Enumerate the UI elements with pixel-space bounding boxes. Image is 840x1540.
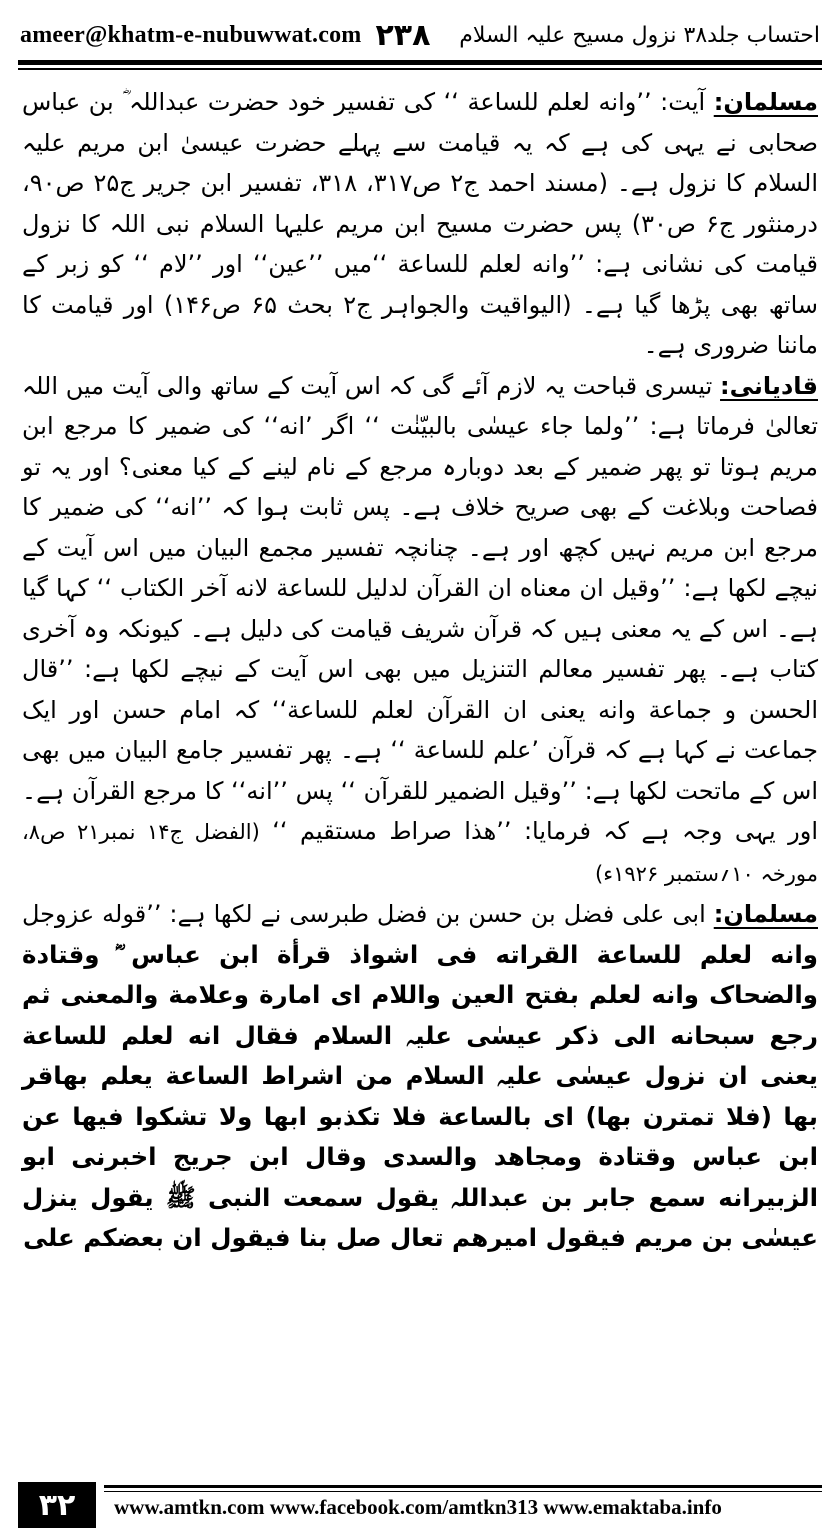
speaker-label: مسلمان: [713,88,818,116]
arabic-quotation: وانه لعلم للساعة القراته فی اشواذ قرأة ابن عباس ؓ وقتادة والضحاک وانه لعلم بفتح العین واللام ای امارة وعلامة والمعنی ثم رجع سبحانه الی ذکر عیسٰی علیہ السلام فقال انه لعلم للساعة یعنی ان نزول عیسٰی علیہ السلام من اشراط الساعة یعلم بهاقر بها (فلا تمترن بها) ای بالساعة فلا تکذبو ابها ولا تشکوا فیها عن ابن عباس وقتادة ومجاهد والسدی وقال ابن جریج اخبرنی ابو الزبیرانه سمع جابر بن عبداللہ یقول سمعت النبی ﷺ یقول ینزل عیسٰی بن مریم فیقول امیرهم تعال صل بنا فیقول ان بعضکم علی [22,939,818,1252]
speaker-label: مسلمان: [713,900,818,928]
header-email[interactable]: ameer@khatm-e-nubuwwat.com [20,21,362,48]
footer-page-number: ۳۲ [18,1482,96,1528]
header-title: احتساب جلد۳۸ نزول مسیح علیہ السلام [459,22,820,48]
paragraph-muslim-1 [22,82,818,366]
footer-urls[interactable]: www.amtkn.com www.facebook.com/amtkn313 www.emaktaba.info [114,1495,722,1519]
body-text [22,82,818,1259]
header-rule-thin [18,68,822,70]
header-rule-thick [18,60,822,65]
footer-rule-thin [104,1491,822,1492]
header-left [20,18,430,53]
paragraph-text: ابی علی فضل بن حسن بن فضل طبرسی نے لکھا ہے: ’’قوله عزوجل [22,900,714,928]
page-header [20,16,820,54]
paragraph-text: تیسری قباحت یہ لازم آئے گی کہ اس آیت کے ساتھ والی آیت میں اللہ تعالیٰ فرماتا ہے: ’’ولما جاء عیسٰی بالبیّنٰت ‘‘ اگر ’انه‘‘ کی ضمیر کا مرجع ابن مریم ہوتا تو پھر ضمیر کے بعد دوبارہ مرجع کے نام لینے کے کیا معنی؟ اور یہ تو فصاحت وبلاغت کے بھی صریح خلاف ہے۔ پس ثابت ہوا کہ ’’انه‘‘ کی ضمیر کا مرجع ابن مریم نہیں کچھ اور ہے۔ چنانچہ تفسیر مجمع البیان میں اس آیت کے نیچے لکھا ہے: ’’وقیل ان معناه ان القرآن لدلیل للساعة لانه آخر الکتاب ‘‘ کہا گیا ہے۔ اس کے یہ معنی ہیں کہ قرآن شریف قیامت کی دلیل ہے۔ کیونکہ وہ آخری کتاب ہے۔ پھر تفسیر معالم التنزیل میں بھی اس آیت کے نیچے لکھا ہے: ’’قال الحسن و جماعة وانه یعنی ان القرآن لعلم للساعة‘‘ کہ امام حسن اور ایک جماعت نے کہا ہے کہ قرآن ’علم للساعة ‘‘ ہے۔ پھر تفسیر جامع البیان میں بھی اس کے ماتحت لکھا ہے: ’’وقیل الضمیر للقرآن ‘‘ پس ’’انه‘‘ کا مرجع القرآن ہے۔ اور یہی وجہ ہے کہ فرمایا: ’’هذا صراط مستقیم ‘‘ [22,371,818,845]
footer-rule-thick [104,1485,822,1488]
speaker-label: قادیانی: [720,371,818,400]
page-footer [18,1482,822,1532]
paragraph-qadiani [22,366,818,895]
header-page-number: ۲۳۸ [375,17,431,53]
reference-citation: (الفضل ج۱۴ نمبر۲۱ ص۸، مورخہ ۱۰؍ستمبر ۱۹۲۶ء) [22,820,818,886]
paragraph-text: آیت: ’’وانه لعلم للساعة ‘‘ کی تفسیر خود حضرت عبداللہ ؓ بن عباس صحابی نے یہی کی ہے کہ یہ قیامت سے پہلے حضرت عیسیٰ ابن مریم علیہ السلام کا نزول ہے۔ (مسند احمد ج۲ ص۳۱۷، ۳۱۸، تفسیر ابن جریر ج۲۵ ص۹۰، درمنثور ج۶ ص۳۰) پس حضرت مسیح ابن مریم علیہا السلام نبی اللہ کا نزول قیامت کی نشانی ہے: ’’وانه لعلم للساعة ‘‘میں ’’عین‘‘ اور ’’لام ‘‘ کو زبر کے ساتھ بھی پڑھا گیا ہے۔ (الیواقیت والجواہر ج۲ بحث ۶۵ ص۱۴۶) اور قیامت کا ماننا ضروری ہے۔ [22,88,818,359]
paragraph-muslim-2 [22,894,818,1259]
